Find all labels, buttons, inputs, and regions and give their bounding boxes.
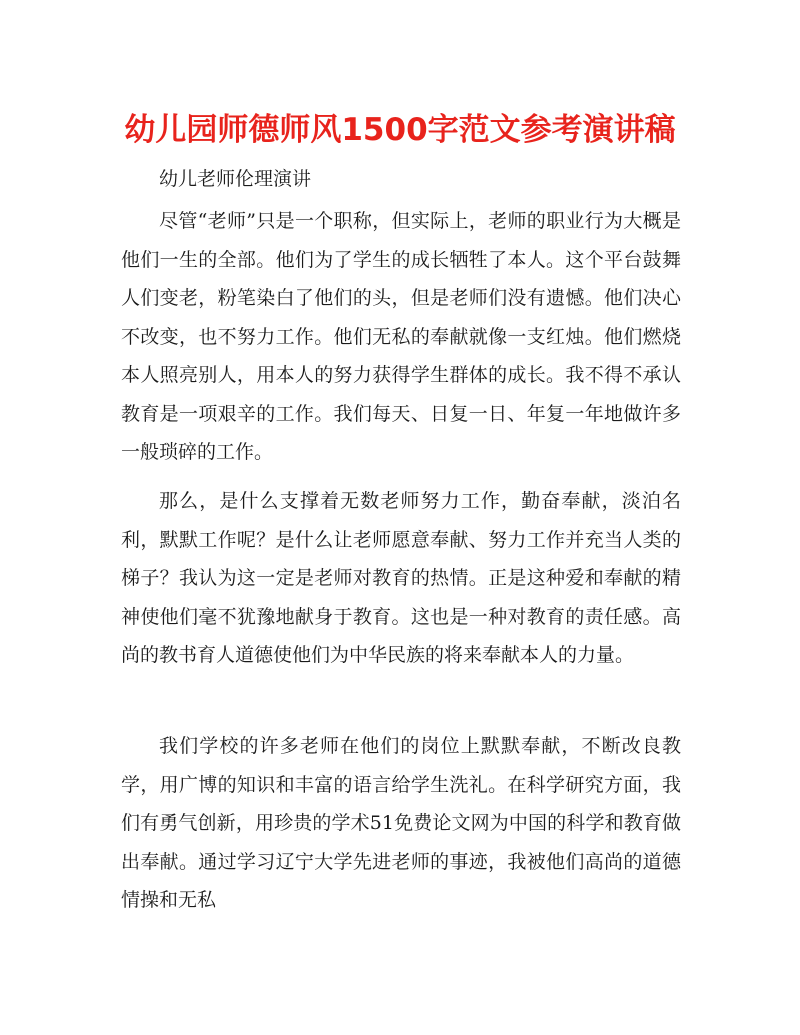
document-title: 幼儿园师德师风1500字范文参考演讲稿 — [124, 112, 676, 148]
paragraph-2: 那么，是什么支撑着无数老师努力工作，勤奋奉献，淡泊名利，默默工作呢？是什么让老师愿意奉献、努力工作并充当人类的梯子？我认为这一定是老师对教育的热情。正是这种爱和奉献的精神使他们毫不犹豫地献身于教育。这也是一种对教育的责任感。高尚的教书育人道德使他们为中华民族的将来奉献本人的力量。 — [121, 490, 681, 666]
document-subtitle: 幼儿老师伦理演讲 — [159, 168, 312, 190]
paragraph-1: 尽管“老师”只是一个职称，但实际上，老师的职业行为大概是他们一生的全部。他们为了学生的成长牺牲了本人。这个平台鼓舞人们变老，粉笔染白了他们的头，但是老师们没有遗憾。他们决心不改变，也不努力工作。他们无私的奉献就像一支红烛。他们燃烧本人照亮别人，用本人的努力获得学生群体的成长。我不得不承认教育是一项艰辛的工作。我们每天、日复一日、年复一年地做许多一般琐碎的工作。 — [121, 210, 681, 463]
paragraph-3: 我们学校的许多老师在他们的岗位上默默奉献，不断改良教学，用广博的知识和丰富的语言给学生洗礼。在科学研究方面，我们有勇气创新，用珍贵的学术51免费论文网为中国的科学和教育做出奉献。通过学习辽宁大学先进老师的事迹，我被他们高尚的道德情操和无私 — [121, 735, 681, 911]
